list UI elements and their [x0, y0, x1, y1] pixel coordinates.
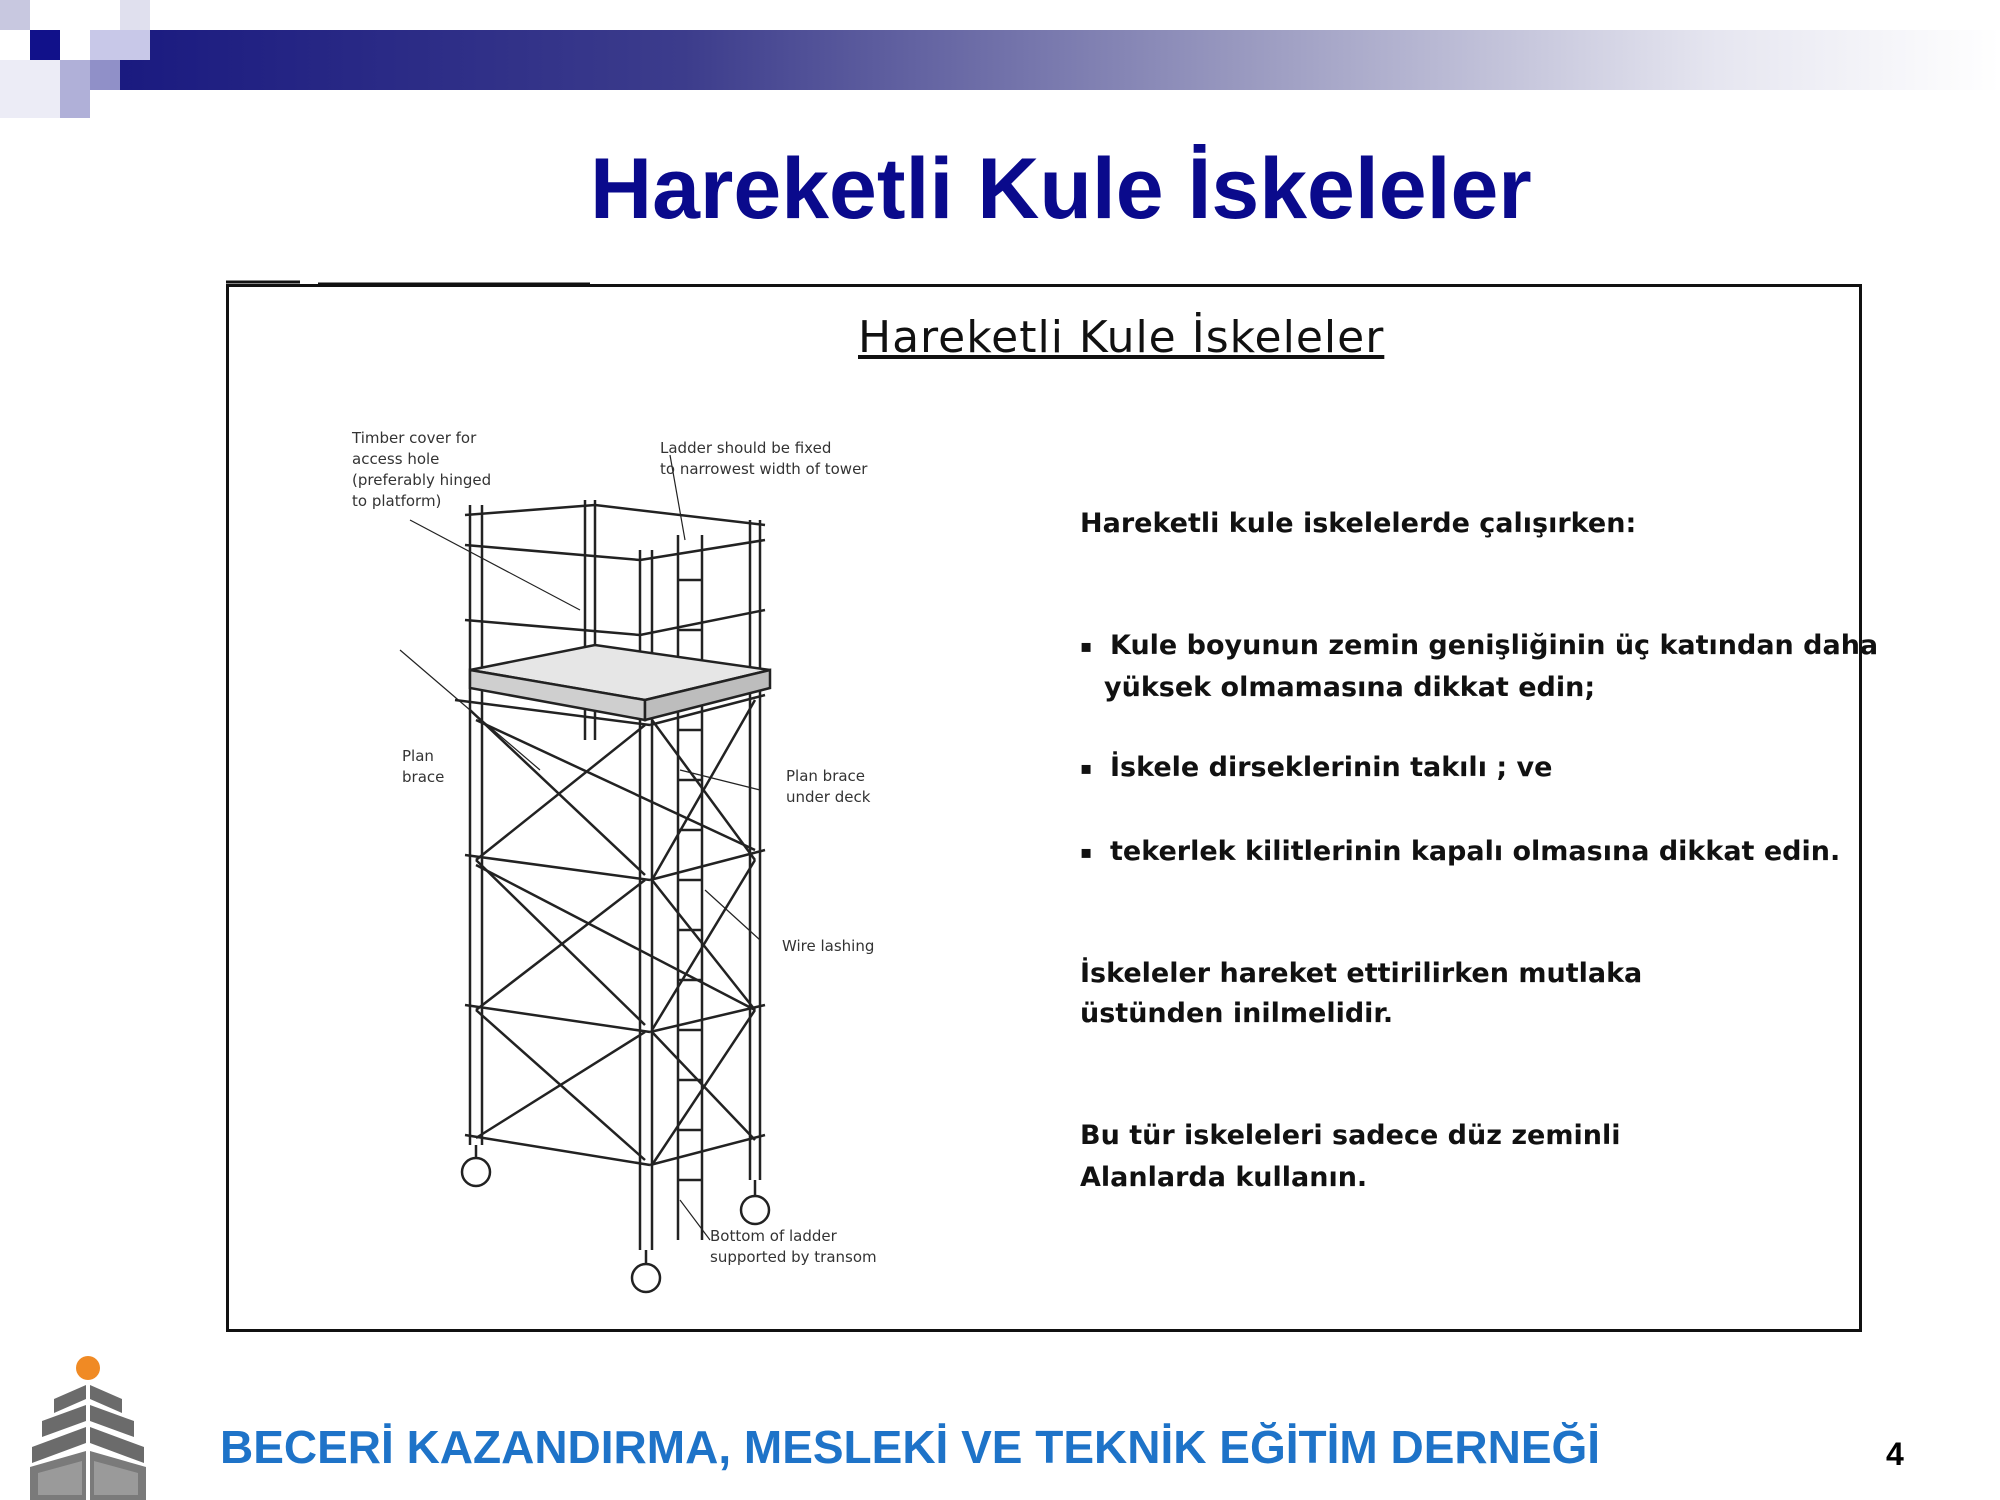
figure-title: Hareketli Kule İskeleler — [858, 312, 1385, 363]
callout-timber-cover: Timber cover for access hole (preferably hinged to platform) — [352, 429, 492, 510]
bullet-item-tower-height — [1080, 626, 1878, 667]
callout-plan-brace: Plan brace — [402, 747, 445, 786]
header-square-decoration — [30, 30, 60, 60]
footer-organization-name: BECERİ KAZANDIRMA, MESLEKİ VE TEKNİK EĞİTİM DERNEĞİ — [220, 1421, 1601, 1473]
header-square-decoration — [90, 30, 150, 60]
header-square-decoration — [120, 0, 150, 30]
header-square-decoration — [90, 60, 120, 90]
header-gradient-bar — [120, 30, 2000, 90]
page-title: Hareketli Kule İskeleler — [590, 141, 1532, 237]
paragraph-flat-ground-line1: Bu tür iskeleleri sadece düz zeminli — [1080, 1120, 1621, 1151]
organization-logo-icon — [28, 1355, 168, 1500]
bullet-text: tekerlek kilitlerinin kapalı olmasına dikkat edin. — [1110, 836, 1841, 867]
callout-ladder-fixed: Ladder should be fixed to narrowest width of tower — [660, 439, 868, 478]
callout-bottom-of-ladder: Bottom of ladder supported by transom — [710, 1227, 877, 1266]
bullet-item-wheel-locks — [1080, 832, 1840, 873]
paragraph-moving-line2: üstünden inilmelidir. — [1080, 998, 1394, 1029]
header-square-decoration — [0, 60, 60, 118]
bullet-text: İskele dirseklerinin takılı ; ve — [1110, 752, 1553, 783]
figure-heading: Hareketli kule iskelelerde çalışırken: — [1080, 508, 1637, 539]
paragraph-flat-ground-line2: Alanlarda kullanın. — [1080, 1162, 1368, 1193]
header-square-decoration — [0, 0, 30, 30]
callout-wire-lashing: Wire lashing — [782, 937, 875, 955]
bullet-item-tower-height-cont: yüksek olmamasına dikkat edin; — [1104, 672, 1596, 703]
header-square-decoration — [60, 60, 90, 118]
page-number: 4 — [1886, 1436, 1904, 1472]
scaffold-tower-illustration — [340, 420, 900, 1300]
callout-plan-brace-under-deck: Plan brace under deck — [786, 767, 871, 806]
bullet-item-outriggers — [1080, 748, 1552, 789]
paragraph-moving-line1: İskeleler hareket ettirilirken mutlaka — [1080, 958, 1643, 989]
bullet-text: Kule boyunun zemin genişliğinin üç katından daha — [1110, 630, 1879, 661]
